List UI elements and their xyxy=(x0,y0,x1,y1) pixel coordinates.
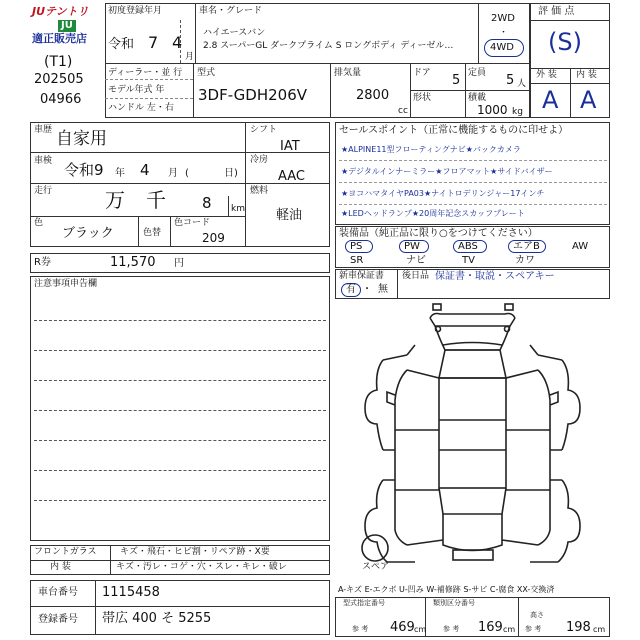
color-label: 色 xyxy=(34,218,44,228)
displacement-unit: cc xyxy=(398,106,408,116)
chassis-label: 車台番号 xyxy=(38,587,78,598)
shift-label: シフト xyxy=(250,125,278,135)
interior-label: 内 装 xyxy=(576,70,597,80)
recycle-unit: 円 xyxy=(174,258,184,269)
logo-bottom: 適正販売店 xyxy=(32,32,87,45)
logo-top: JUテントリ xyxy=(32,5,89,18)
fuel-label: 燃料 xyxy=(250,186,269,196)
exterior-score: A xyxy=(542,86,559,114)
header-grid xyxy=(105,3,530,118)
mileage-unit: km xyxy=(231,204,245,214)
aircon-value: AAC xyxy=(278,169,305,184)
rating-label: 評 価 点 xyxy=(538,6,575,17)
height-label: 高さ xyxy=(530,611,544,619)
aircon-label: 冷房 xyxy=(250,155,269,165)
doors-value: 5 xyxy=(452,73,461,88)
warranty-sep: ・ xyxy=(362,284,372,295)
warranty-no: 無 xyxy=(378,284,388,295)
color-code: 209 xyxy=(202,231,225,245)
equip-ps: PS xyxy=(350,241,363,252)
length-value: 469 xyxy=(390,620,415,635)
inspection-label: 車検 xyxy=(34,156,53,166)
registration-month: 4 xyxy=(172,33,183,52)
inspection-month: 4 xyxy=(140,161,150,179)
displacement-label: 排気量 xyxy=(334,68,362,78)
warranty-label: 新車保証書 xyxy=(339,271,385,281)
model-value: 3DF-GDH206V xyxy=(198,86,308,104)
shape-label: 形状 xyxy=(413,93,432,103)
mileage-value: 8 xyxy=(202,194,212,212)
damage-legend: A-キズ E-エクボ U-凹み W-補修跡 S-サビ C-腐食 XX-交換済 xyxy=(338,585,555,594)
rating-score: (S) xyxy=(548,28,582,56)
inspection-era: 令和9 xyxy=(64,161,104,179)
inspection-day-close: 日) xyxy=(224,168,238,179)
doors-label: ドア xyxy=(413,68,431,78)
load-value: 1000 xyxy=(477,103,508,117)
front-glass-label: フロントガラス xyxy=(34,547,97,557)
registration-month-unit: 月 xyxy=(185,52,195,62)
color-change-label: 色替 xyxy=(143,228,162,238)
height-unit: cm xyxy=(593,625,606,634)
length-sub: 参 考 xyxy=(352,625,369,633)
notes-box xyxy=(30,276,330,541)
equip-abs: ABS xyxy=(458,241,478,252)
width-label: 類別区分番号 xyxy=(433,599,475,607)
sales-point-3: ★ヨコハマタイヤPA03★ナイトロデリンジャー17インチ xyxy=(341,189,545,198)
displacement-value: 2800 xyxy=(356,88,390,103)
lot-code: (T1) xyxy=(44,54,73,70)
height-value: 198 xyxy=(566,620,591,635)
vehicle-label: 車名・グレード xyxy=(199,6,263,16)
registration-era: 令和 xyxy=(108,37,135,52)
sales-points-title: セールスポイント（正常に機能するものに印せよ） xyxy=(339,125,569,136)
registration-label: 初度登録年月 xyxy=(108,6,163,16)
model-label: 型式 xyxy=(197,68,216,78)
interior-score: A xyxy=(580,86,597,114)
logo-badge: JU xyxy=(58,20,76,32)
vehicle-grade: 2.8 スーパーGL ダークプライム S ロングボディ ディーゼル… xyxy=(203,41,454,51)
color-value: ブラック xyxy=(62,226,114,241)
width-unit: cm xyxy=(503,625,516,634)
sales-point-1: ★ALPINE11型フローティングナビ★バックカメラ xyxy=(341,145,521,154)
width-value: 169 xyxy=(478,620,503,635)
drive-2wd: 2WD xyxy=(491,13,515,24)
plate-label: 登録番号 xyxy=(38,614,78,625)
height-sub: 参 考 xyxy=(525,625,542,633)
drive-4wd: 4WD xyxy=(490,42,514,53)
equip-navi: ナビ xyxy=(406,255,426,266)
inspection-day-open: ( xyxy=(185,168,189,179)
spare-label: スペア xyxy=(362,562,390,572)
registration-year: 7 xyxy=(148,33,159,52)
mileage-man: 万 xyxy=(105,188,125,212)
lot-number-1: 202505 xyxy=(34,72,84,87)
color-code-label: 色コード xyxy=(174,218,211,228)
use-value: 自家用 xyxy=(56,129,107,149)
equip-airbag: エアB xyxy=(513,241,540,252)
use-label: 車歴 xyxy=(34,125,53,135)
sales-point-4: ★LEDヘッドランプ★20周年記念スカッフプレート xyxy=(341,209,525,218)
exterior-label: 外 装 xyxy=(536,70,557,80)
chassis-value: 1115458 xyxy=(102,585,160,600)
car-damage-diagram xyxy=(335,300,610,575)
drive-dot: ・ xyxy=(499,28,509,38)
shift-value: IAT xyxy=(280,139,300,154)
load-label: 積載 xyxy=(468,93,487,103)
equip-leather: カワ xyxy=(515,255,535,266)
capacity-unit: 人 xyxy=(517,79,527,89)
mileage-sen: 千 xyxy=(146,188,166,212)
equip-pw: PW xyxy=(404,241,420,252)
interior-legend: キズ・汚レ・コゲ・穴・スレ・キレ・破レ xyxy=(116,562,287,572)
interior-condition-label: 内 装 xyxy=(50,562,71,572)
capacity-value: 5 xyxy=(506,73,515,88)
book-label: 後日品 xyxy=(402,271,430,281)
dealer-label: ディーラー・並 行 xyxy=(108,68,183,78)
vehicle-name: ハイエースバン xyxy=(203,28,266,38)
mileage-label: 走行 xyxy=(34,186,53,196)
recycle-label: R券 xyxy=(34,257,51,268)
lot-number-2: 04966 xyxy=(40,92,82,107)
equip-sr: SR xyxy=(350,255,364,266)
capacity-label: 定員 xyxy=(468,68,487,78)
equip-tv: TV xyxy=(462,255,475,266)
model-year-label: モデル年式 年 xyxy=(108,85,165,95)
book-value: 保証書・取説・スペアキー xyxy=(435,271,555,282)
inspection-month-unit: 月 xyxy=(168,168,178,179)
recycle-value: 11,570 xyxy=(110,255,156,270)
load-unit: kg xyxy=(512,107,523,117)
length-label: 型式指定番号 xyxy=(343,599,385,607)
inspection-year-unit: 年 xyxy=(115,168,125,179)
plate-value: 帯広 400 そ 5255 xyxy=(102,611,212,626)
handle-label: ハンドル 左・右 xyxy=(108,103,174,113)
fuel-value: 軽油 xyxy=(276,208,303,223)
warranty-yes: 有 xyxy=(346,284,356,295)
front-glass-legend: キズ・飛石・ヒビ割・リペア跡・X要 xyxy=(120,547,270,557)
width-sub: 参 考 xyxy=(443,625,460,633)
equip-aw: AW xyxy=(572,241,589,252)
equipment-title: 装備品（純正品に限り○をつけてください） xyxy=(339,228,538,239)
notes-label: 注意事項申告欄 xyxy=(34,279,98,289)
sales-point-2: ★デジタルインナーミラー★フロアマット★サイドバイザー xyxy=(341,167,553,176)
length-unit: cm xyxy=(414,625,427,634)
logo-box xyxy=(30,4,102,44)
